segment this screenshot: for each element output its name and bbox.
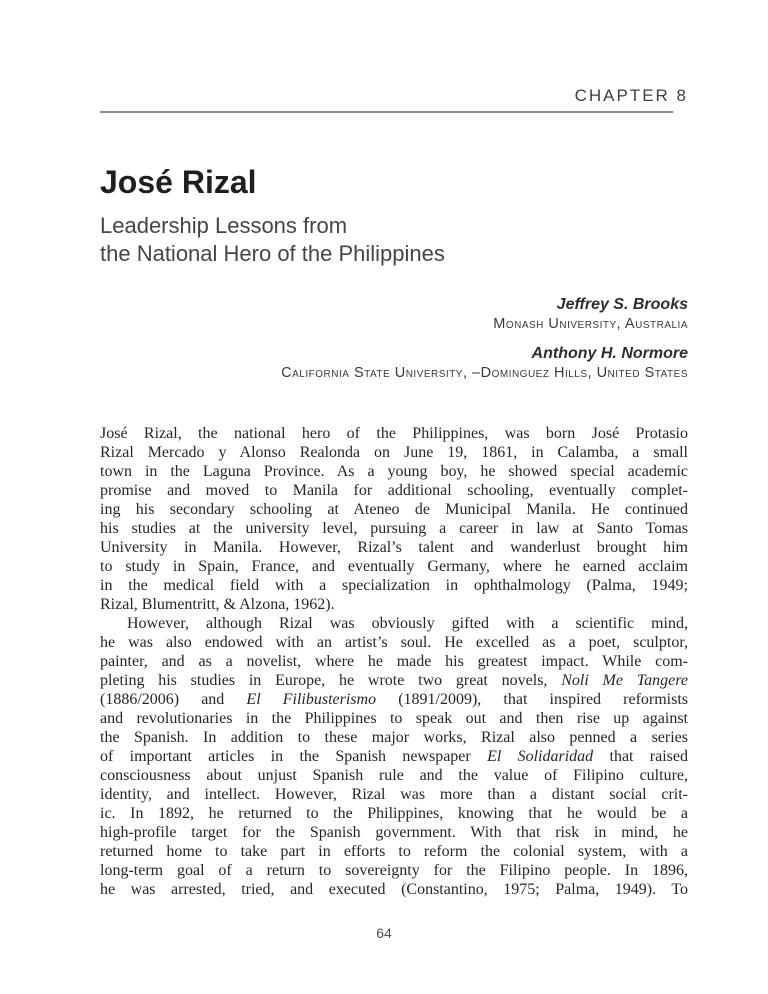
author-name: Jeffrey S. Brooks — [556, 296, 688, 313]
body-line: returned home to take part in efforts to reform the colonial system, with a — [100, 843, 688, 860]
subtitle-line: Leadership Lessons from — [100, 213, 348, 238]
author-name: Anthony H. Normore — [531, 345, 688, 362]
body-line: high-profile target for the Spanish government. With that risk in mind, he — [100, 824, 688, 841]
header-rule-divider — [100, 111, 673, 113]
body-line: promise and moved to Manila for additional schooling, eventually complet- — [100, 482, 688, 499]
authors-block — [100, 296, 688, 394]
body-text — [100, 424, 688, 899]
body-line: pleting his studies in Europe, he wrote two great novels, Noli Me Tangere — [100, 672, 689, 689]
body-line: consciousness about unjust Spanish rule and the value of Filipino culture, — [100, 767, 688, 784]
author-entry — [100, 345, 688, 381]
body-line: ing his secondary schooling at Ateneo de Municipal Manila. He continued — [100, 501, 688, 518]
body-line: ic. In 1892, he returned to the Philippines, knowing that he would be a — [100, 805, 688, 822]
author-affiliation: California State University, –Dominguez Hills, United States — [281, 365, 688, 381]
body-line: in the medical field with a specialization in ophthalmology (Palma, 1949; — [100, 577, 688, 594]
body-line: However, although Rizal was obviously gifted with a scientific mind, — [127, 615, 688, 632]
body-line: of important articles in the Spanish newspaper El Solidaridad that raised — [100, 748, 689, 765]
body-line: the Spanish. In addition to these major works, Rizal also penned a series — [100, 729, 688, 746]
page-number: 64 — [376, 925, 392, 941]
author-entry — [100, 296, 688, 332]
body-line: town in the Laguna Province. As a young boy, he showed special academic — [100, 463, 688, 480]
body-line: painter, and as a novelist, where he made his greatest impact. While com- — [100, 653, 688, 670]
body-paragraph — [100, 424, 688, 614]
chapter-label: CHAPTER 8 — [574, 86, 688, 105]
body-line: University in Manila. However, Rizal’s talent and wanderlust brought him — [100, 539, 688, 556]
body-line: identity, and intellect. However, Rizal was more than a distant social crit- — [100, 786, 688, 803]
subtitle-line: the National Hero of the Philippines — [100, 241, 445, 266]
author-affiliation: Monash University, Australia — [493, 316, 688, 332]
body-line: he was also endowed with an artist’s soul. He excelled as a poet, sculptor, — [100, 634, 688, 651]
page-title: José Rizal — [100, 164, 257, 200]
body-line: he was arrested, tried, and executed (Constantino, 1975; Palma, 1949). To — [100, 881, 688, 898]
body-paragraph — [100, 614, 688, 899]
body-line: (1886/2006) and El Filibusterismo (1891/2009), that inspired reformists — [100, 691, 689, 708]
body-line: José Rizal, the national hero of the Philippines, was born José Protasio — [100, 425, 688, 442]
body-line: to study in Spain, France, and eventually Germany, where he earned acclaim — [100, 558, 688, 575]
body-line: and revolutionaries in the Philippines to speak out and then rise up against — [100, 710, 688, 727]
body-line: his studies at the university level, pursuing a career in law at Santo Tomas — [100, 520, 688, 537]
body-line: Rizal Mercado y Alonso Realonda on June 19, 1861, in Calamba, a small — [100, 444, 688, 461]
body-line: long-term goal of a return to sovereignty for the Filipino people. In 1896, — [100, 862, 688, 879]
body-line: Rizal, Blumentritt, & Alzona, 1962). — [100, 596, 335, 613]
chapter-subtitle — [100, 212, 688, 268]
